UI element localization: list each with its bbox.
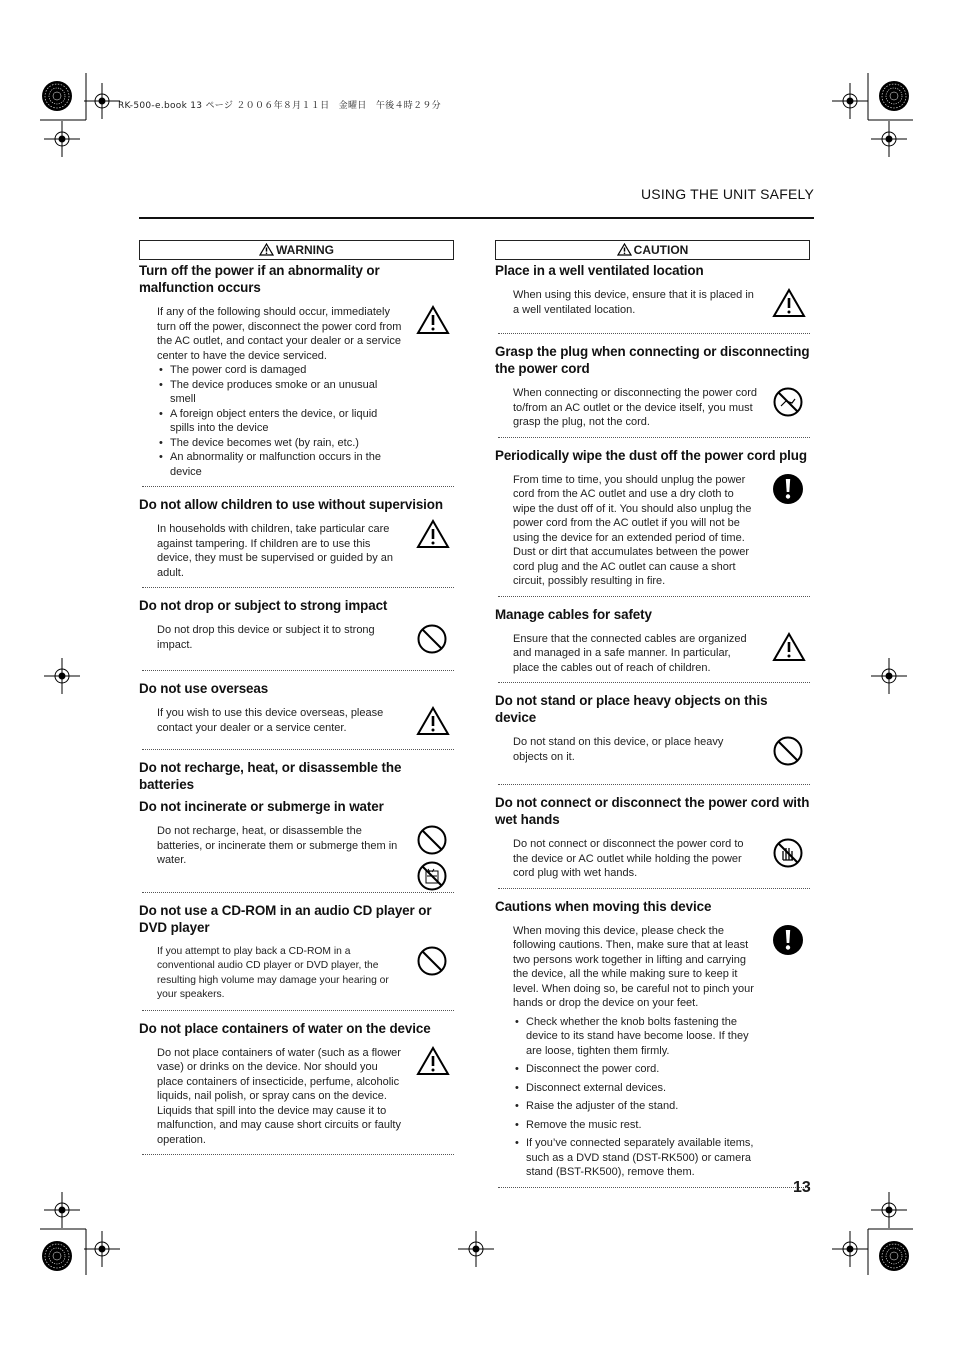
item-text: From time to time, you should unplug the power cord from the AC outlet and use a dry cloth to wipe the dust off of it. You should also unplug the power cord from the AC outlet if you will not be using the device for an extended period of time. Dust or dirt that accumulates between the power cord plug and the AC outlet can cause a short circuit, possibly resulting in fire. — [513, 473, 752, 587]
list-item: • Disconnect the power cord. — [513, 1062, 758, 1077]
list-item: • An abnormality or malfunction occurs in the device — [157, 450, 402, 479]
item-text: If you wish to use this device overseas, please contact your dealer or a service center. — [157, 707, 384, 734]
list-item: • Remove the music rest. — [513, 1118, 758, 1133]
warning-banner — [139, 240, 454, 260]
caution-triangle-icon — [416, 706, 450, 736]
dotted-divider — [498, 1187, 810, 1188]
caution-triangle-icon — [416, 305, 450, 335]
page-number: 13 — [793, 1179, 811, 1196]
mandatory-action-icon — [772, 473, 804, 505]
item-text: Do not drop this device or subject it to strong impact. — [157, 624, 375, 651]
caution-item — [495, 262, 810, 334]
warning-item — [139, 496, 454, 588]
item-text: Do not stand on this device, or place heavy objects on it. — [513, 736, 724, 763]
dotted-divider — [498, 888, 810, 889]
dotted-divider — [142, 749, 454, 750]
dotted-divider — [498, 437, 810, 438]
item-text: When moving this device, please check the following cautions. Then, make sure that at least two persons work together in lifting and carrying the device, all the while making sure to keep it level. When doing so, be careful not to pinch your hands or drop the device on your feet. — [513, 924, 754, 1009]
grasp-plug-icon — [772, 386, 804, 418]
dotted-divider — [498, 682, 810, 683]
item-text: Do not place containers of water (such as a flower vase) or drinks on the device. Nor should you place containers of insecticide, perfume, alcoholic liquids, nail polish, or spray cans on the device. Liquids that spill into the device may cause it to malfunction, and may cause short circuits or faulty operation. — [157, 1046, 401, 1146]
caution-item — [495, 343, 810, 438]
no-disassembly-icon — [416, 860, 448, 892]
header-rule — [139, 217, 814, 219]
dotted-divider — [142, 486, 454, 487]
item-title: Do not recharge, heat, or disassemble the batteries — [139, 760, 402, 792]
dotted-divider — [142, 1010, 454, 1011]
caution-label: CAUTION — [633, 243, 689, 257]
item-title: Do not use a CD-ROM in an audio CD player or DVD player — [139, 902, 432, 935]
dotted-divider — [142, 670, 454, 671]
no-wet-hands-icon — [772, 837, 804, 869]
caution-triangle-icon — [617, 243, 632, 261]
item-title: Cautions when moving this device — [495, 898, 712, 914]
dotted-divider — [142, 892, 454, 893]
item-text: Do not connect or disconnect the power cord to the device or AC outlet while holding the power cord plug with wet hands. — [513, 838, 744, 879]
list-item: • The device becomes wet (by rain, etc.) — [157, 436, 402, 451]
caution-triangle-icon — [259, 243, 274, 261]
list-item: • Raise the adjuster of the stand. — [513, 1099, 758, 1114]
item-title: Do not connect or disconnect the power cord with wet hands — [495, 795, 810, 827]
prohibition-icon — [416, 623, 448, 655]
item-text: Ensure that the connected cables are organized and managed in a safe manner. In particular, place the cables out of reach of children. — [513, 632, 747, 674]
item-text: If you attempt to play back a CD-ROM in a conventional audio CD player or DVD player, the resulting high volume may damage your hearing or your speakers. — [157, 945, 389, 1000]
caution-item — [495, 794, 810, 889]
file-header: RK-500-e.book 13 ページ ２００６年８月１１日 金曜日 午後４時２９分 — [118, 101, 441, 111]
caution-triangle-icon — [416, 1046, 450, 1076]
item-title: Do not use overseas — [139, 681, 269, 696]
item-title: Turn off the power if an abnormality or malfunction occurs — [139, 263, 380, 295]
item-title: Periodically wipe the dust off the power cord plug — [495, 447, 807, 463]
list-item: • If you’ve connected separately available items, such as a DVD stand (DST-RK500) or camera stand (BST-RK500), remove them. — [513, 1136, 758, 1180]
item-title: Manage cables for safety — [495, 606, 652, 622]
item-title: Grasp the plug when connecting or disconnecting the power cord — [495, 344, 810, 376]
list-item: • Check whether the knob bolts fastening the device to its stand have become loose. If they are loose, tighten them firmly. — [513, 1015, 758, 1059]
caution-triangle-icon — [772, 632, 806, 662]
item-title: Place in a well ventilated location — [495, 263, 704, 278]
dotted-divider — [498, 596, 810, 597]
dotted-divider — [498, 784, 810, 785]
warning-item — [139, 759, 454, 893]
item-text: When connecting or disconnecting the power cord to/from an AC outlet or the device itself, you must grasp the plug, not the cord. — [513, 387, 757, 428]
item-subtitle: Do not incinerate or submerge in water — [139, 799, 384, 814]
caution-column — [495, 240, 810, 1197]
caution-item — [495, 692, 810, 785]
caution-item — [495, 447, 810, 597]
warning-label: WARNING — [276, 243, 334, 257]
running-head: USING THE UNIT SAFELY — [640, 186, 814, 202]
caution-triangle-icon — [416, 519, 450, 549]
dotted-divider — [142, 1154, 454, 1155]
warning-item — [139, 262, 454, 487]
list-item: • Disconnect external devices. — [513, 1081, 758, 1096]
caution-item — [495, 898, 810, 1188]
dotted-divider — [498, 333, 810, 334]
item-text: If any of the following should occur, immediately turn off the power, disconnect the power cord from the AC outlet, and contact your dealer or a service center to have the device serviced. — [157, 306, 402, 362]
warning-item — [139, 1020, 454, 1156]
list-item: • A foreign object enters the device, or liquid spills into the device — [157, 407, 402, 436]
item-title: Do not place containers of water on the device — [139, 1020, 431, 1036]
list-item: • The device produces smoke or an unusual smell — [157, 378, 402, 407]
list-item: • The power cord is damaged — [157, 363, 402, 378]
item-title: Do not stand or place heavy objects on this device — [495, 693, 768, 725]
dotted-divider — [142, 587, 454, 588]
prohibition-icon — [772, 735, 804, 767]
warning-item — [139, 902, 454, 1011]
mandatory-action-icon — [772, 924, 804, 956]
warning-column — [139, 240, 454, 1164]
prohibition-icon — [416, 824, 448, 856]
item-text: In households with children, take particular care against tampering. If children are to use this device, they must be supervised or guided by an adult. — [157, 523, 394, 579]
warning-item — [139, 597, 454, 671]
item-title: Do not allow children to use without supervision — [139, 497, 443, 512]
prohibition-icon — [416, 945, 448, 977]
caution-banner — [495, 240, 810, 260]
warning-item — [139, 680, 454, 750]
caution-item — [495, 606, 810, 684]
caution-triangle-icon — [772, 288, 806, 318]
item-title: Do not drop or subject to strong impact — [139, 598, 388, 613]
item-text: When using this device, ensure that it is placed in a well ventilated location. — [513, 289, 754, 316]
item-text: Do not recharge, heat, or disassemble the batteries, or incinerate them or submerge them in water. — [157, 825, 398, 866]
